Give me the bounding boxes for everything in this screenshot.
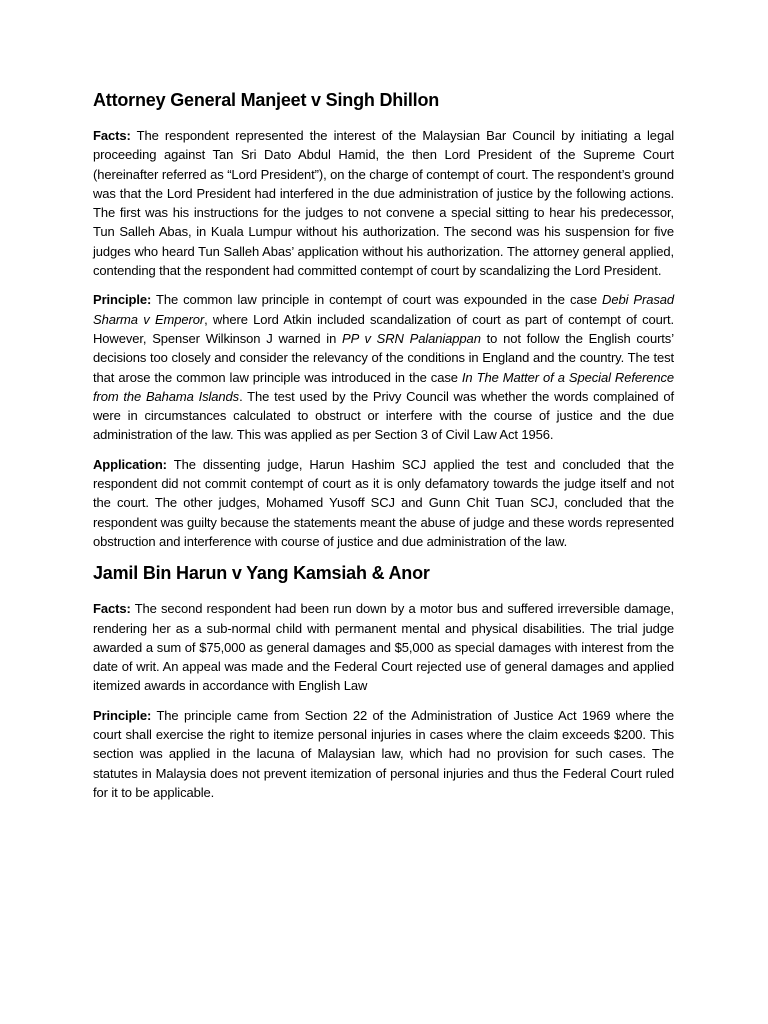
paragraph-text: The second respondent had been run down by a motor bus and suffered irreversible damage, rendering her as a sub-normal child with permanent mental and physical disabilities. The trial judge awarded a sum of $75,000 as general damages and $5,000 as special damages with interest from the date of writ. An appeal was made and the Federal Court rejected use of general damages and applied itemized awards in accordance with English Law <box>93 601 674 694</box>
principle-paragraph <box>93 706 674 802</box>
case-citation: PP v SRN Palaniappan <box>342 330 481 346</box>
paragraph-text: The common law principle in contempt of court was expounded in the case <box>151 292 603 308</box>
paragraph-text: The respondent represented the interest of the Malaysian Bar Council by initiating a legal proceeding against Tan Sri Dato Abdul Hamid, the then Lord President of the Supreme Court (hereinafter referred as “Lord President”), on the charge of contempt of court. The respondent’s ground was that the Lord President had interfered in the due administration of justice by the following actions. The first was his instructions for the judges to not convene a special sitting to hear his predecessor, Tun Salleh Abas, in Kuala Lumpur without his authorization. The second was his suspension for five judges who heard Tun Salleh Abas’ application without his authorization. The attorney general applied, contending that the respondent had committed contempt of court by scandalizing the Lord President. <box>93 128 674 279</box>
paragraph-text: to not follow the English courts’ decisions too closely and consider the relevancy of the conditions in England and the country. The test that arose the common law principle was introduced in the case <box>93 330 674 385</box>
paragraph-text: The dissenting judge, Harun Hashim SCJ applied the test and concluded that the respondent did not commit contempt of court as it is only defamatory towards the judge itself and not the court. The other judges, Mohamed Yusoff SCJ and Gunn Chit Tuan SCJ, concluded that the respondent was guilty because the statements meant the abuse of judge and these words represented obstruction and interference with course of justice and due administration of the law. <box>93 456 674 549</box>
application-paragraph <box>93 455 674 551</box>
principle-paragraph <box>93 290 674 444</box>
paragraph-label: Facts: <box>93 128 131 143</box>
paragraph-text: , where Lord Atkin included scandalization of court as part of contempt of court. However, Spenser Wilkinson J warned in <box>93 311 674 346</box>
case-section-2 <box>93 561 674 802</box>
paragraph-label: Principle: <box>93 707 152 723</box>
paragraph-label: Principle: <box>93 292 152 308</box>
facts-paragraph <box>93 599 674 695</box>
paragraph-label: Facts: <box>93 601 131 617</box>
case-title: Jamil Bin Harun v Yang Kamsiah & Anor <box>93 563 430 584</box>
paragraph-text: The principle came from Section 22 of the Administration of Justice Act 1969 where the court shall exercise the right to itemize personal injuries in cases where the claim exceeds $200. This section was applied in the lacuna of Malaysian law, which had no provision for such cases. The statutes in Malaysia does not prevent itemization of personal injuries and thus the Federal Court ruled for it to be applicable. <box>93 707 674 800</box>
paragraph-label: Application: <box>93 456 167 472</box>
case-citation: In The Matter of a Special Reference from the Bahama Islands <box>93 369 674 404</box>
paragraph-text: . The test used by the Privy Council was whether the words complained of were in circumstances calculated to obstruct or interfere with the course of justice and the due administration of the law. This was applied as per Section 3 of Civil Law Act 1956. <box>93 388 675 443</box>
case-citation: Debi Prasad Sharma v Emperor <box>93 292 674 327</box>
facts-paragraph <box>93 126 674 280</box>
case-section-1 <box>93 88 674 551</box>
case-title: Attorney General Manjeet v Singh Dhillon <box>93 90 440 110</box>
document-page <box>93 88 674 812</box>
